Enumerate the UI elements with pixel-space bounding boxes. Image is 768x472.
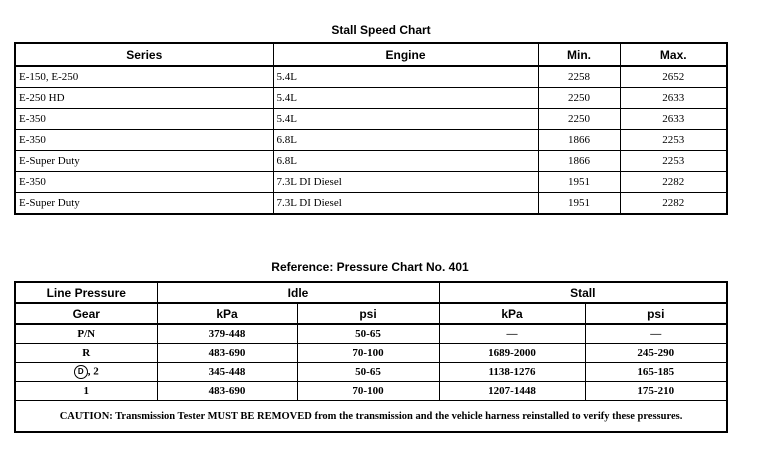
idle-psi-cell: 50-65 bbox=[297, 363, 439, 382]
engine-cell: 5.4L bbox=[273, 88, 538, 109]
header-series: Series bbox=[15, 43, 273, 66]
series-cell: E-150, E-250 bbox=[15, 66, 273, 88]
max-cell: 2282 bbox=[620, 193, 727, 215]
pressure-subheader-row bbox=[15, 303, 727, 324]
min-cell: 1866 bbox=[538, 130, 620, 151]
engine-cell: 5.4L bbox=[273, 109, 538, 130]
pressure-table bbox=[14, 281, 728, 433]
stall-psi-cell: 175-210 bbox=[585, 382, 727, 401]
table-row bbox=[15, 130, 727, 151]
idle-kpa-cell: 345-448 bbox=[157, 363, 297, 382]
pressure-chart-title: Reference: Pressure Chart No. 401 bbox=[271, 260, 469, 274]
max-cell: 2282 bbox=[620, 172, 727, 193]
engine-cell: 5.4L bbox=[273, 66, 538, 88]
table-row bbox=[15, 66, 727, 88]
max-cell: 2633 bbox=[620, 88, 727, 109]
engine-cell: 7.3L DI Diesel bbox=[273, 193, 538, 215]
overdrive-icon: D bbox=[74, 365, 88, 379]
gear-cell: R bbox=[15, 344, 157, 363]
stall-psi-cell: 245-290 bbox=[585, 344, 727, 363]
caution-row bbox=[15, 401, 727, 433]
max-cell: 2253 bbox=[620, 130, 727, 151]
stall-psi-cell: 165-185 bbox=[585, 363, 727, 382]
series-cell: E-250 HD bbox=[15, 88, 273, 109]
idle-psi-header: psi bbox=[297, 303, 439, 324]
min-cell: 1951 bbox=[538, 193, 620, 215]
stall-kpa-cell: — bbox=[439, 324, 585, 344]
idle-psi-cell: 70-100 bbox=[297, 344, 439, 363]
stall-kpa-cell: 1138-1276 bbox=[439, 363, 585, 382]
gear-header: Gear bbox=[15, 303, 157, 324]
table-row bbox=[15, 344, 727, 363]
stall-speed-chart-title: Stall Speed Chart bbox=[331, 23, 431, 37]
caution-note: CAUTION: Transmission Tester MUST BE REMOVED from the transmission and the vehicle harness reinstalled to verify these pressures. bbox=[15, 401, 727, 433]
series-cell: E-Super Duty bbox=[15, 193, 273, 215]
idle-psi-cell: 70-100 bbox=[297, 382, 439, 401]
engine-cell: 6.8L bbox=[273, 151, 538, 172]
idle-header: Idle bbox=[157, 282, 439, 303]
idle-kpa-cell: 379-448 bbox=[157, 324, 297, 344]
table-row bbox=[15, 324, 727, 344]
pressure-header-row bbox=[15, 282, 727, 303]
line-pressure-header: Line Pressure bbox=[15, 282, 157, 303]
table-row bbox=[15, 382, 727, 401]
stall-psi-cell: — bbox=[585, 324, 727, 344]
idle-kpa-cell: 483-690 bbox=[157, 344, 297, 363]
max-cell: 2253 bbox=[620, 151, 727, 172]
stall-psi-header: psi bbox=[585, 303, 727, 324]
max-cell: 2633 bbox=[620, 109, 727, 130]
engine-cell: 7.3L DI Diesel bbox=[273, 172, 538, 193]
table-row bbox=[15, 193, 727, 215]
min-cell: 2258 bbox=[538, 66, 620, 88]
gear-cell bbox=[15, 363, 157, 382]
series-cell: E-350 bbox=[15, 130, 273, 151]
min-cell: 1951 bbox=[538, 172, 620, 193]
header-engine: Engine bbox=[273, 43, 538, 66]
table-row bbox=[15, 363, 727, 382]
stall-speed-table bbox=[14, 42, 728, 215]
min-cell: 2250 bbox=[538, 88, 620, 109]
min-cell: 2250 bbox=[538, 109, 620, 130]
stall-kpa-cell: 1689-2000 bbox=[439, 344, 585, 363]
stall-kpa-cell: 1207-1448 bbox=[439, 382, 585, 401]
max-cell: 2652 bbox=[620, 66, 727, 88]
table-row bbox=[15, 109, 727, 130]
gear-cell: 1 bbox=[15, 382, 157, 401]
header-max: Max. bbox=[620, 43, 727, 66]
stall-kpa-header: kPa bbox=[439, 303, 585, 324]
idle-kpa-header: kPa bbox=[157, 303, 297, 324]
engine-cell: 6.8L bbox=[273, 130, 538, 151]
idle-kpa-cell: 483-690 bbox=[157, 382, 297, 401]
table-row bbox=[15, 151, 727, 172]
series-cell: E-Super Duty bbox=[15, 151, 273, 172]
table-row bbox=[15, 172, 727, 193]
series-cell: E-350 bbox=[15, 109, 273, 130]
gear-label: , 2 bbox=[87, 365, 99, 378]
stall-header-row bbox=[15, 43, 727, 66]
gear-cell: P/N bbox=[15, 324, 157, 344]
idle-psi-cell: 50-65 bbox=[297, 324, 439, 344]
series-cell: E-350 bbox=[15, 172, 273, 193]
min-cell: 1866 bbox=[538, 151, 620, 172]
table-row bbox=[15, 88, 727, 109]
stall-header: Stall bbox=[439, 282, 727, 303]
header-min: Min. bbox=[538, 43, 620, 66]
